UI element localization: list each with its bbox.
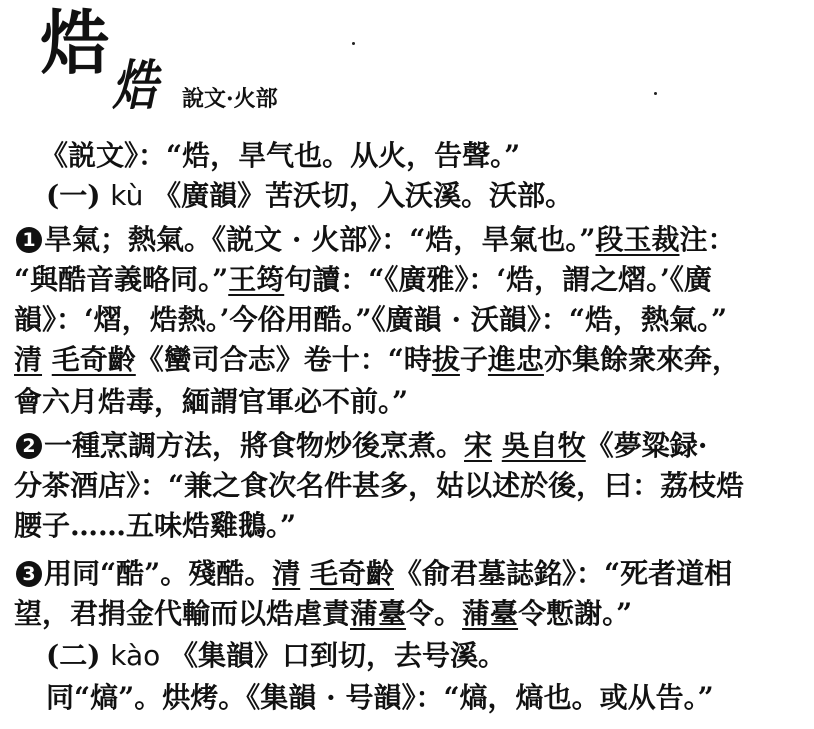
entry-text: (一) <box>46 179 111 212</box>
sense-number-marker: 2 <box>16 433 42 459</box>
entry-line <box>46 680 714 716</box>
sense-number-marker: 3 <box>16 561 42 587</box>
print-speck <box>654 92 657 95</box>
entry-line <box>16 222 736 258</box>
entry-text: 腰子……五味焅雞鵝。” <box>14 509 297 542</box>
entry-text: 韻》：‘熠，焅熱。’今俗用酷。”《廣韻 · 沃韻》：“焅，熱氣。” <box>14 303 728 336</box>
entry-text: 《夢粱録· <box>585 429 708 462</box>
entry-text: 旱氣；熱氣。《説文 · 火部》：“焅，旱氣也。” <box>44 223 596 256</box>
entry-text <box>300 557 310 590</box>
entry-line <box>14 384 408 420</box>
entry-line <box>40 138 520 174</box>
entry-text: 《説文》：“焅，旱气也。从火，告聲。” <box>40 139 521 172</box>
proper-name: 清 <box>14 343 43 376</box>
proper-name: 吳自牧 <box>501 429 586 462</box>
print-speck <box>352 42 355 45</box>
entry-line <box>14 262 712 298</box>
sense-number-marker: 1 <box>16 227 42 253</box>
proper-name: 宋 <box>464 429 493 462</box>
proper-name: 段玉裁 <box>595 223 680 256</box>
entry-text: 望，君捐金代輸而以焅虐責 <box>14 597 351 630</box>
entry-text: (二) <box>46 639 111 672</box>
entry-text <box>42 343 52 376</box>
pinyin-reading: kù <box>110 179 144 212</box>
pinyin-reading: kào <box>110 639 161 672</box>
proper-name: 毛奇齡 <box>51 343 136 376</box>
entry-line <box>14 508 296 544</box>
entry-line <box>46 178 573 214</box>
proper-name: 毛奇齡 <box>309 557 394 590</box>
entry-text: 《廣韻》苦沃切，入沃溪。沃部。 <box>143 179 574 212</box>
proper-name: 拔 <box>431 343 460 376</box>
source-label: 說文·火部 <box>182 86 278 112</box>
entry-text: 《蠻司合志》卷十：“時 <box>135 343 432 376</box>
seal-script-character: 焅 <box>112 53 158 117</box>
entry-text: 句讀：“《廣雅》：‘焅，謂之熠。’《廣 <box>284 263 712 296</box>
entry-line <box>14 596 632 632</box>
entry-text: 會六月焅毒，緬謂官軍必不前。” <box>14 385 409 418</box>
headword-character: 焅 <box>40 1 106 84</box>
proper-name: 王筠 <box>228 263 285 296</box>
entry-line <box>14 342 740 378</box>
entry-line <box>14 302 727 338</box>
entry-text: 令。 <box>406 597 463 630</box>
entry-line <box>16 428 708 464</box>
entry-text: 《俞君墓誌銘》：“死者道相 <box>394 557 733 590</box>
entry-text: 注： <box>679 223 736 256</box>
entry-text: 一種烹調方法，將食物炒後烹煮。 <box>44 429 465 462</box>
entry-text: 亦集餘衆來奔， <box>543 343 740 376</box>
proper-name: 蒲臺 <box>350 597 407 630</box>
entry-text: 用同“酷”。殘酷。 <box>44 557 273 590</box>
proper-name: 進忠 <box>487 343 544 376</box>
entry-line <box>16 556 732 592</box>
entry-text: 令慙謝。” <box>518 597 633 630</box>
entry-text: 子 <box>459 343 488 376</box>
entry-line <box>14 468 744 504</box>
proper-name: 蒲臺 <box>462 597 519 630</box>
entry-text: 分茶酒店》：“兼之食次名件甚多，姑以述於後，曰：荔枝焅 <box>14 469 745 502</box>
entry-text: 《集韻》口到切，去号溪。 <box>160 639 507 672</box>
proper-name: 清 <box>272 557 301 590</box>
entry-line <box>46 638 506 674</box>
entry-text: 同“熇”。烘烤。《集韻 · 号韻》：“熇，熇也。或从告。” <box>46 681 714 714</box>
entry-text: “與酷音義略同。” <box>14 263 229 296</box>
entry-text <box>492 429 502 462</box>
